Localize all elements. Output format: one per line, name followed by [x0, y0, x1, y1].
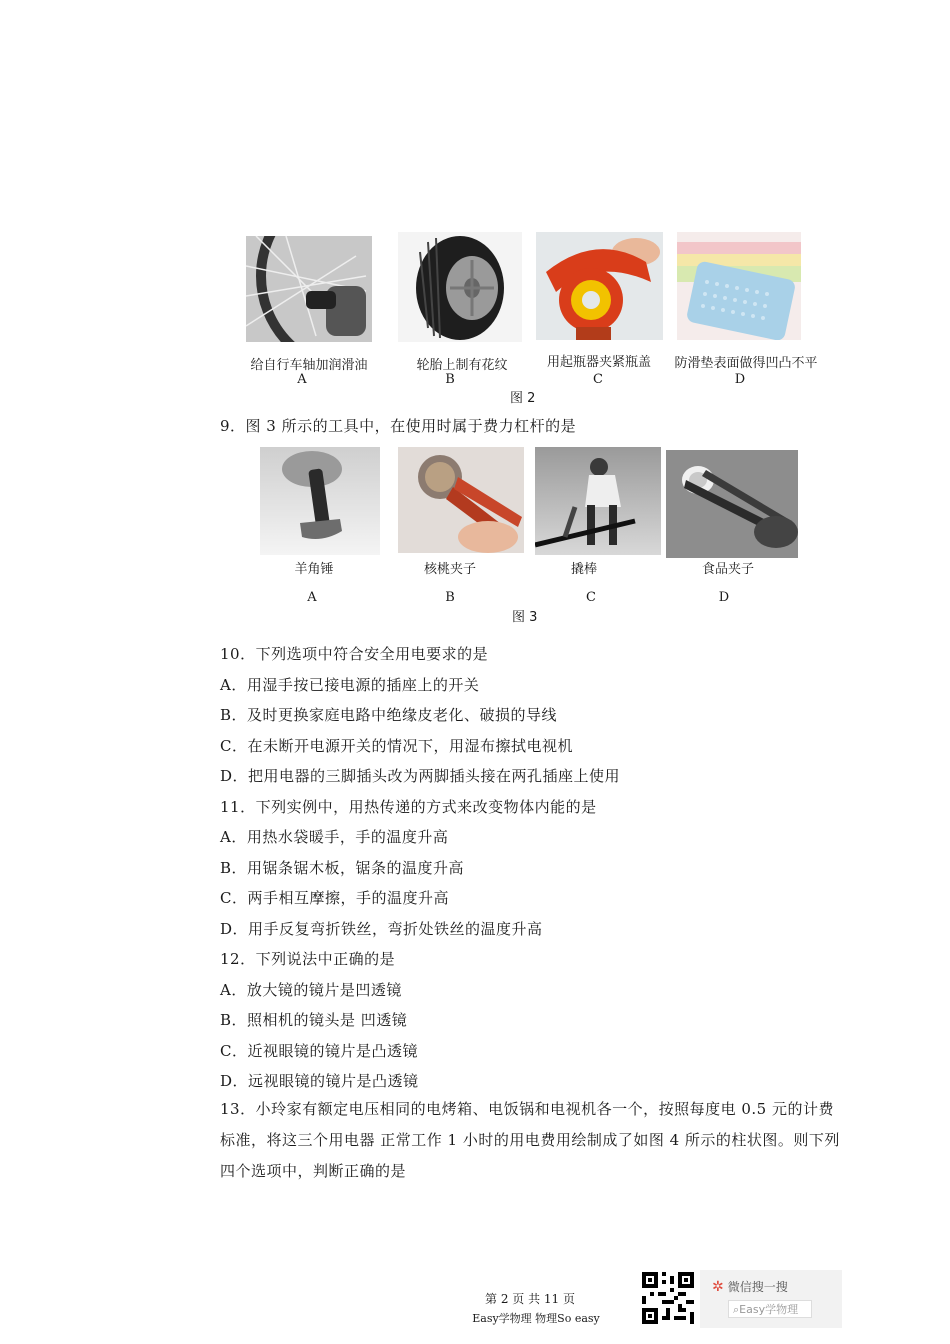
question-12-option-d: D．远视眼镜的镜片是凸透镜 — [220, 1072, 419, 1090]
figure3-letter-a: A — [307, 590, 317, 605]
question-12-option-a: A．放大镜的镜片是凹透镜 — [220, 981, 402, 999]
anti-slip-mat-image — [677, 232, 801, 340]
question-12-option-b: B．照相机的镜头是 凹透镜 — [220, 1011, 408, 1029]
figure2-letter-c: C — [593, 372, 603, 387]
wechat-search-title: 微信搜一搜 — [727, 1280, 788, 1294]
bicycle-axle-image — [246, 236, 372, 342]
food-tongs-image — [666, 450, 798, 558]
figure2-caption-d: 防滑垫表面做得凹凸不平 — [674, 356, 818, 371]
question-10-option-d: D．把用电器的三脚插头改为两脚插头接在两孔插座上使用 — [220, 767, 621, 785]
question-10-stem: 10．下列选项中符合安全用电要求的是 — [220, 645, 489, 663]
magnifier-icon: ⌕ — [733, 1303, 740, 1316]
question-12-stem: 12．下列说法中正确的是 — [220, 950, 396, 968]
figure3-caption-a: 羊角锤 — [294, 562, 334, 577]
nutcracker-image — [398, 447, 524, 553]
figure2-caption-a: 给自行车轴加润滑油 — [250, 358, 368, 373]
question-10-option-b: B．及时更换家庭电路中绝缘皮老化、破损的导线 — [220, 706, 558, 724]
page-number: 第 2 页 共 11 页 — [485, 1292, 575, 1306]
figure3-label: 图 3 — [512, 610, 538, 625]
figure3-letter-d: D — [718, 590, 730, 605]
figure2-letter-b: B — [445, 372, 455, 387]
figure3-caption-c: 撬棒 — [570, 562, 597, 577]
question-13: 13．小玲家有额定电压相同的电烤箱、电饭锅和电视机各一个，按照每度电 0.5 元的计费标准，将这三个用电器 正常工作 1 小时的用电费用绘制成了如图 4 所示的柱状图。则下列四个选项中，判断正确的是 — [220, 1100, 840, 1180]
claw-hammer-image — [260, 447, 380, 555]
figure3-letter-c: C — [586, 590, 596, 605]
wechat-search-text: Easy学物理 — [739, 1303, 799, 1316]
question-11-option-a: A．用热水袋暖手，手的温度升高 — [220, 828, 449, 846]
question-12-option-c: C．近视眼镜的镜片是凸透镜 — [220, 1042, 418, 1060]
figure2-label: 图 2 — [510, 391, 536, 406]
figure3-letter-b: B — [445, 590, 455, 605]
figure2-caption-c: 用起瓶器夹紧瓶盖 — [546, 355, 651, 370]
tire-image — [398, 232, 522, 342]
wechat-search-widget[interactable] — [700, 1270, 842, 1328]
wechat-search-input[interactable] — [728, 1300, 812, 1318]
bottle-opener-image — [536, 232, 663, 340]
question-10-option-a: A．用湿手按已接电源的插座上的开关 — [220, 676, 480, 694]
figure3-caption-b: 核桃夹子 — [423, 562, 476, 577]
qr-code-image — [642, 1272, 694, 1324]
question-11-option-d: D．用手反复弯折铁丝，弯折处铁丝的温度升高 — [220, 920, 543, 938]
crowbar-image — [535, 447, 661, 555]
question-9: 9．图 3 所示的工具中，在使用时属于费力杠杆的是 — [220, 417, 577, 435]
footer-brand: Easy学物理 物理So easy — [472, 1312, 600, 1325]
question-10-option-c: C．在未断开电源开关的情况下，用湿布擦拭电视机 — [220, 737, 573, 755]
wechat-search-icon: ✲ — [712, 1278, 724, 1295]
figure2-letter-d: D — [734, 372, 746, 387]
question-11-option-c: C．两手相互摩擦，手的温度升高 — [220, 889, 449, 907]
question-11-stem: 11．下列实例中，用热传递的方式来改变物体内能的是 — [220, 798, 597, 816]
figure3-caption-d: 食品夹子 — [701, 562, 754, 577]
question-11-option-b: B．用锯条锯木板，锯条的温度升高 — [220, 859, 465, 877]
figure2-caption-b: 轮胎上制有花纹 — [416, 358, 508, 373]
figure2-letter-a: A — [297, 372, 307, 387]
